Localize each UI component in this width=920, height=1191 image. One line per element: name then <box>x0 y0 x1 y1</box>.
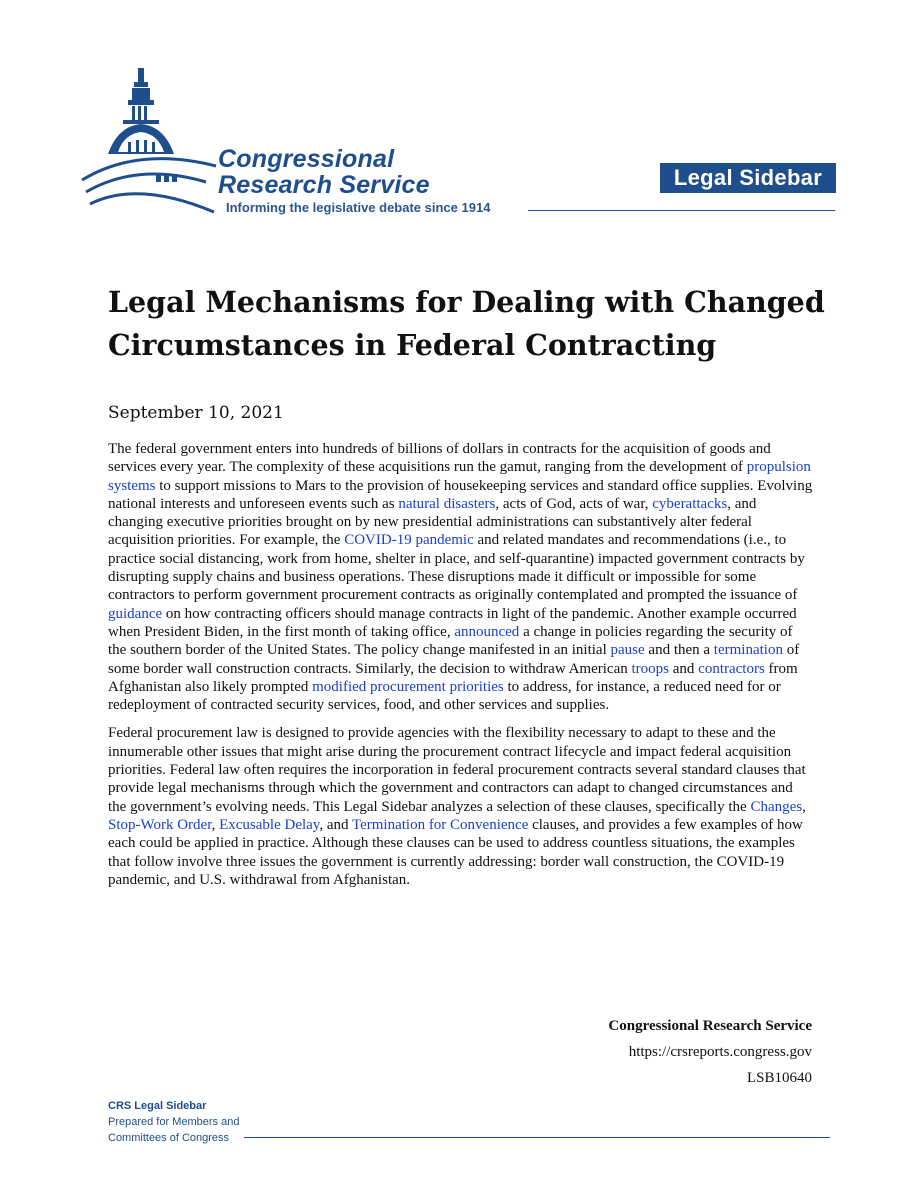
inline-link[interactable]: modified procurement priorities <box>312 678 504 695</box>
inline-link[interactable]: troops <box>631 660 669 677</box>
inline-link[interactable]: Changes <box>750 798 803 815</box>
article-body <box>108 440 814 899</box>
inline-link[interactable]: Stop-Work Order <box>108 816 212 833</box>
inline-link[interactable]: Excusable Delay <box>219 816 320 833</box>
page-header <box>0 0 920 230</box>
tagline: Informing the legislative debate since 1914 <box>226 200 491 215</box>
inline-link[interactable]: announced <box>454 623 520 640</box>
brand-name <box>218 146 430 198</box>
publication-date: September 10, 2021 <box>108 403 284 423</box>
paragraph-2: Federal procurement law is designed to provide agencies with the flexibility necessary to adapt to these and the innumerable other issues that might arise during the procurement contract lifecycle and impact federal acquisition priorities. Federal law often requires the incorporation in federal procurement contracts several standard clauses that provide legal mechanisms through which the government and contractors can adapt to changed circumstances and the government’s evolving needs. This Legal Sidebar analyzes a selection of these clauses, specifically the Changes, Stop-Work Order, Excusable Delay, and Termination for Convenience clauses, and provides a few examples of how each could be applied in practice. Although these clauses can be used to address countless situations, the examples that follow involve three issues the government is currently addressing: border wall construction, the COVID-19 pandemic, and U.S. withdrawal from Afghanistan. <box>108 725 806 888</box>
inline-link[interactable]: natural disasters <box>398 495 496 512</box>
inline-link[interactable]: termination <box>713 642 783 659</box>
brand-line-2: Research Service <box>218 171 430 199</box>
bottom-line-2: Prepared for Members and <box>108 1116 240 1128</box>
tagline-divider <box>528 210 835 211</box>
report-footer <box>608 1013 812 1091</box>
bottom-label <box>108 1098 239 1146</box>
paragraph-1: The federal government enters into hundreds of billions of dollars in contracts for the acquisition of goods and services every year. The complexity of these acquisitions run the gamut, ranging from the development of propulsion systems to support missions to Mars to the provision of housekeeping services and standard office supplies. Evolving national interests and unforeseen events such as natural disasters, acts of God, acts of war, cyberattacks, and changing executive priorities brought on by new presidential administrations can substantively alter federal acquisition priorities. For example, the COVID-19 pandemic and related mandates and recommendations (i.e., to practice social distancing, work from home, shelter in place, and self-quarantine) impacted government contracts by disrupting supply chains and business operations. These disruptions made it difficult or impossible for some contractors to perform government procurement contracts as originally contemplated and prompted the issuance of guidance on how contracting officers should manage contracts in light of the pandemic. Another example occurred when President Biden, in the first month of taking office, announced a change in policies regarding the security of the southern border of the United States. The policy change manifested in an initial pause and then a termination of some border wall construction contracts. Similarly, the decision to withdraw American troops and contractors from Afghanistan also likely prompted modified procurement priorities to address, for instance, a reduced need for or redeployment of contracted security services, food, and other services and supplies. <box>108 441 813 714</box>
inline-link[interactable]: Termination for Convenience <box>351 816 529 833</box>
legal-sidebar-badge: Legal Sidebar <box>660 163 836 193</box>
brand-line-1: Congressional <box>218 145 395 173</box>
inline-link[interactable]: guidance <box>108 605 163 622</box>
bottom-divider <box>244 1137 830 1138</box>
inline-link[interactable]: propulsion systems <box>108 459 811 494</box>
inline-link[interactable]: cyberattacks <box>652 495 728 512</box>
inline-link[interactable]: pause <box>610 642 645 659</box>
capitol-dome-icon <box>78 62 218 217</box>
footer-report-id: LSB10640 <box>746 1070 812 1086</box>
inline-link[interactable]: COVID-19 pandemic <box>344 532 474 549</box>
footer-url[interactable]: https://crsreports.congress.gov <box>628 1044 812 1060</box>
footer-org: Congressional Research Service <box>608 1018 812 1034</box>
page-title: Legal Mechanisms for Dealing with Changed Circumstances in Federal Contracting <box>108 285 825 362</box>
bottom-line-3: Committees of Congress <box>108 1132 230 1144</box>
bottom-title: CRS Legal Sidebar <box>108 1100 207 1112</box>
inline-link[interactable]: contractors <box>698 660 765 677</box>
